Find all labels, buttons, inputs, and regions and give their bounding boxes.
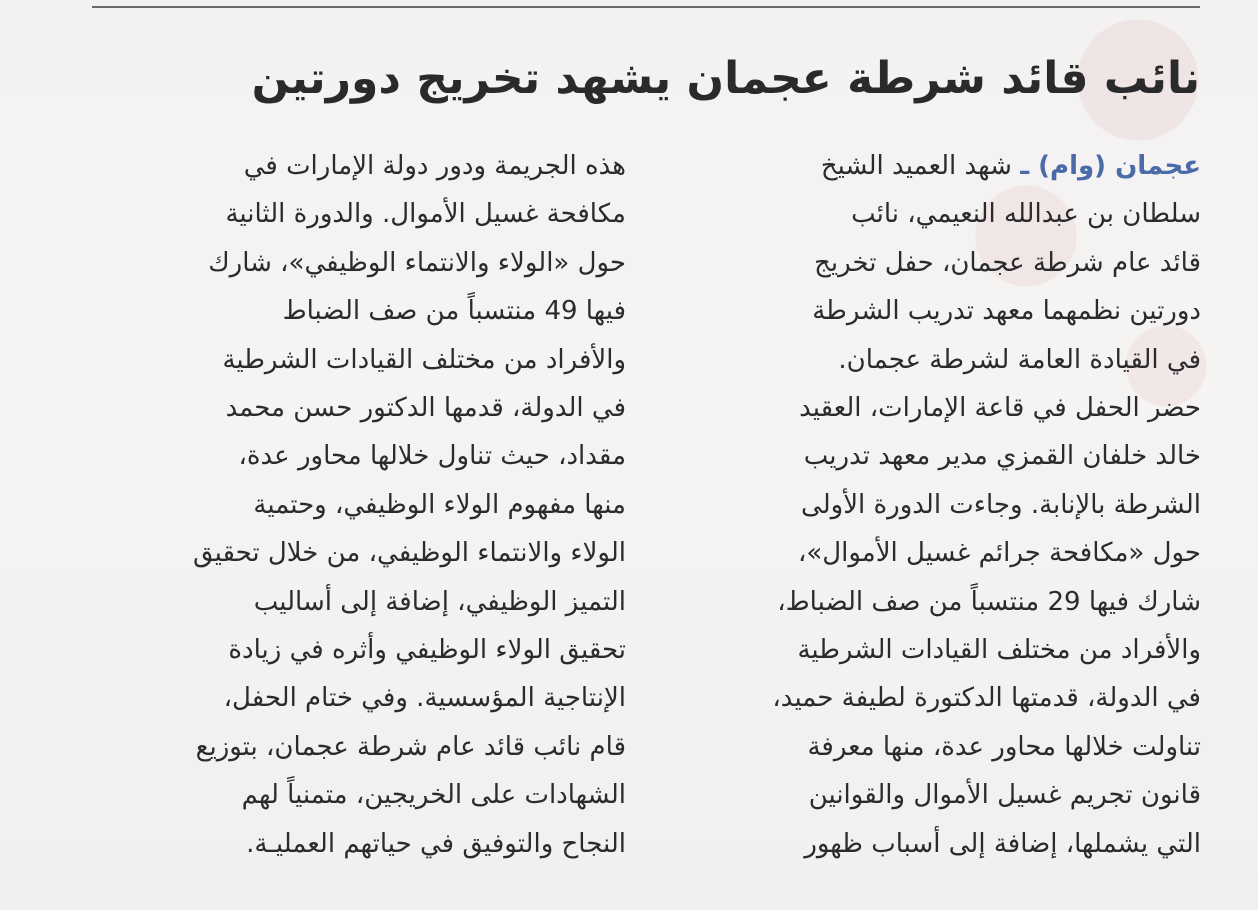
article-line: دورتين نظمهما معهد تدريب الشرطة <box>812 296 1201 327</box>
article-line: شارك فيها 29 منتسباً من صف الضباط، <box>777 586 1201 617</box>
article-line: مكافحة غسيل الأموال. والدورة الثانية <box>225 199 626 230</box>
article-line: الإنتاجية المؤسسية. وفي ختام الحفل، <box>223 683 626 714</box>
article-line <box>701 142 1201 190</box>
article-line: تحقيق الولاء الوظيفي وأثره في زيادة <box>228 635 626 666</box>
article-line: التميز الوظيفي، إضافة إلى أساليب <box>253 586 626 617</box>
article-line: قام نائب قائد عام شرطة عجمان، بتوزيع <box>195 731 626 762</box>
article-line: والأفراد من مختلف القيادات الشرطية <box>222 344 626 375</box>
article-line: فيها 49 منتسباً من صف الضباط <box>282 296 626 327</box>
article-line: منها مفهوم الولاء الوظيفي، وحتمية <box>253 489 626 520</box>
article-line: حول «مكافحة جرائم غسيل الأموال»، <box>797 538 1201 569</box>
article-line: تناولت خلالها محاور عدة، منها معرفة <box>807 731 1201 762</box>
article-column-left <box>116 142 626 868</box>
article-line: والأفراد من مختلف القيادات الشرطية <box>797 635 1201 666</box>
article-line: الشهادات على الخريجين، متمنياً لهم <box>241 780 626 811</box>
article-headline: نائب قائد شرطة عجمان يشهد تخريج دورتين <box>251 53 1200 104</box>
article-line: الشرطة بالإنابة. وجاءت الدورة الأولى <box>801 489 1201 520</box>
top-divider-rule <box>92 6 1200 8</box>
article-line: حضر الحفل في قاعة الإمارات، العقيد <box>799 393 1201 424</box>
article-line: النجاح والتوفيق في حياتهم العمليـة. <box>246 828 626 859</box>
article-line-text: شهد العميد الشيخ <box>820 151 1012 181</box>
article-line: هذه الجريمة ودور دولة الإمارات في <box>243 151 626 181</box>
article-line: مقداد، حيث تناول خلالها محاور عدة، <box>238 441 626 472</box>
article-line: حول «الولاء والانتماء الوظيفي»، شارك <box>208 247 626 278</box>
article-line: خالد خلفان القمزي مدير معهد تدريب <box>803 441 1201 472</box>
article-line: الولاء والانتماء الوظيفي، من خلال تحقيق <box>192 538 626 569</box>
article-line: التي يشملها، إضافة إلى أسباب ظهور <box>804 828 1201 859</box>
article-line: في القيادة العامة لشرطة عجمان. <box>838 344 1201 375</box>
article-line: سلطان بن عبدالله النعيمي، نائب <box>851 199 1201 230</box>
article-column-right <box>701 142 1201 868</box>
article-line: في الدولة، قدمتها الدكتورة لطيفة حميد، <box>772 683 1201 714</box>
article-line: قائد عام شرطة عجمان، حفل تخريج <box>814 247 1201 278</box>
article-line: قانون تجريم غسيل الأموال والقوانين <box>808 780 1201 811</box>
article-dateline: عجمان (وام) ـ <box>1020 151 1201 181</box>
article-line: في الدولة، قدمها الدكتور حسن محمد <box>225 393 626 424</box>
